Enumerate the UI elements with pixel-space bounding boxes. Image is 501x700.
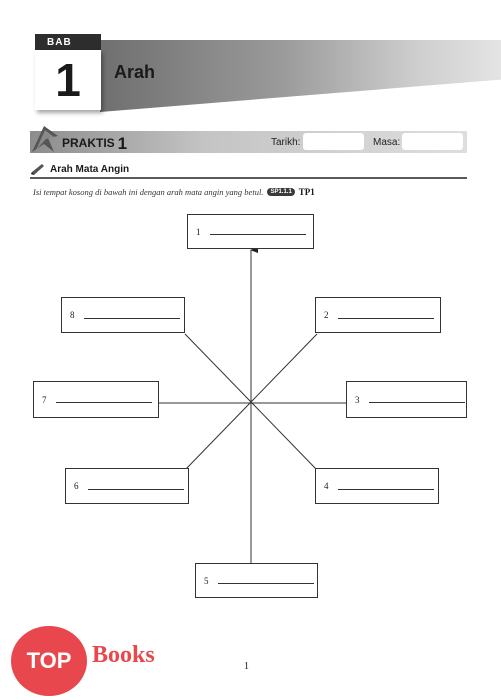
- masa-label: Masa:: [373, 137, 401, 148]
- answer-box-1[interactable]: [187, 214, 314, 249]
- instruction-text: Isi tempat kosong di bawah ini dengan arah mata angin yang betul.: [33, 187, 264, 197]
- praktis-label: PRAKTIS: [62, 136, 115, 150]
- box-number: 2: [324, 310, 329, 320]
- section-title: Arah Mata Angin: [50, 164, 130, 175]
- page-number: 1: [244, 661, 249, 672]
- box-number: 3: [355, 394, 360, 405]
- box-number: 7: [42, 394, 47, 405]
- answer-line[interactable]: [56, 402, 152, 403]
- box-number: 4: [324, 481, 329, 491]
- box-number: 5: [204, 575, 209, 586]
- logo-books: Books: [92, 642, 155, 668]
- answer-line[interactable]: [338, 318, 434, 319]
- tarikh-label: Tarikh:: [271, 137, 301, 148]
- answer-line[interactable]: [218, 583, 314, 584]
- box-number: 1: [196, 226, 201, 237]
- answer-line[interactable]: [88, 489, 184, 490]
- tp-label: TP1: [298, 187, 315, 197]
- answer-box-5[interactable]: [195, 563, 318, 598]
- answer-line[interactable]: [369, 402, 465, 403]
- bab-label: BAB: [35, 34, 101, 50]
- answer-line[interactable]: [210, 234, 306, 235]
- answer-box-6[interactable]: [65, 468, 189, 504]
- sp-badge: SP1.1.1: [267, 188, 294, 196]
- answer-box-8[interactable]: [61, 297, 185, 333]
- answer-box-3[interactable]: [346, 381, 467, 418]
- answer-line[interactable]: [84, 318, 180, 319]
- chapter-title: Arah: [114, 62, 156, 82]
- logo-top: TOP: [11, 626, 87, 696]
- box-number: 6: [74, 481, 79, 491]
- box-number: 8: [70, 310, 75, 320]
- answer-line[interactable]: [338, 489, 434, 490]
- chapter-number: 1: [35, 50, 101, 110]
- answer-box-7[interactable]: [33, 381, 159, 418]
- answer-box-4[interactable]: [315, 468, 439, 504]
- answer-box-2[interactable]: [315, 297, 441, 333]
- praktis-number: 1: [117, 134, 128, 153]
